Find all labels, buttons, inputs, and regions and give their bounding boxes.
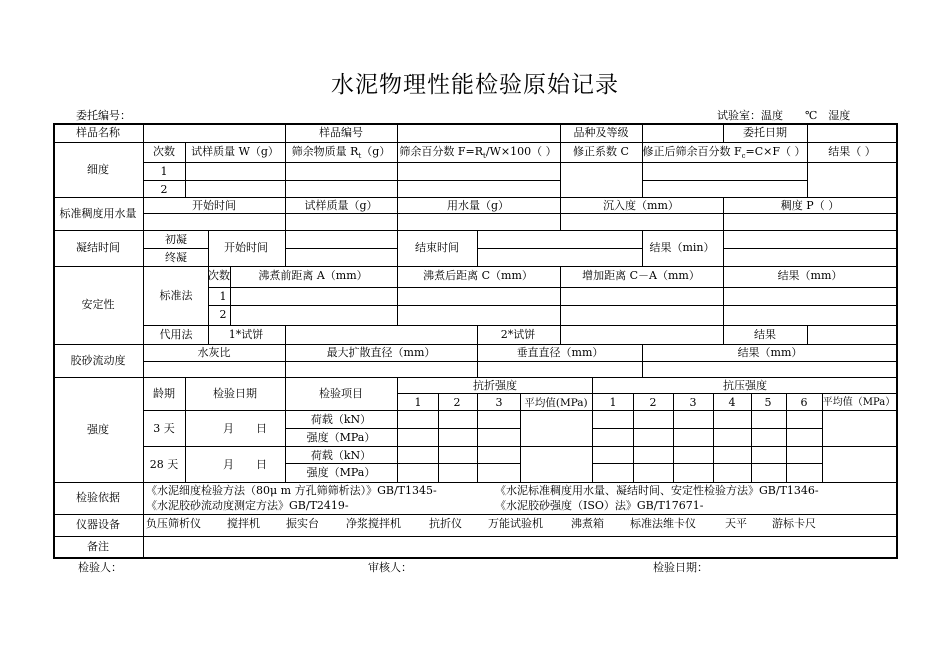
- comp-col-1: 1: [609, 396, 617, 409]
- fineness-corrected-header: 修正后筛余百分数 $F_c=C\times F$（ ）: [642, 145, 806, 161]
- standard-gb2419: 《水泥胶砂流动度测定方法》GB/T2419-: [146, 499, 349, 512]
- setting-end-header: 结束时间: [415, 241, 459, 254]
- basis-label: 检验依据: [76, 491, 120, 504]
- test-date-header: 检验日期: [213, 387, 257, 400]
- equipment-item: 振实台: [286, 517, 319, 530]
- fineness-times-header: 次数: [153, 145, 175, 158]
- alternative-method-label: 代用法: [159, 328, 193, 341]
- fineness-coef-header: 修正系数 C: [573, 145, 629, 158]
- standard-method-label: 标准法: [159, 289, 193, 302]
- setting-result-header: 结果（min）: [649, 241, 715, 254]
- comp-col-2: 2: [649, 396, 657, 409]
- soundness-row-2: 2: [219, 308, 227, 321]
- comp-col-4: 4: [728, 396, 736, 409]
- fineness-percent-header: 筛余百分数 $F=R_t/W\times 100$（ ）: [399, 145, 557, 161]
- remarks-label: 备注: [87, 540, 109, 553]
- page-title: 水泥物理性能检验原始记录: [331, 72, 619, 98]
- consistency-label: 标准稠度用水量: [59, 207, 137, 220]
- fluidity-result-header: 结果（mm）: [737, 346, 803, 359]
- equipment-label: 仪器设备: [76, 518, 120, 531]
- comp-col-avg: 平均值（MPa）: [822, 397, 896, 408]
- date-28d-label: 月 日: [223, 458, 267, 471]
- consistency-depth-header: 沉入度（mm）: [603, 199, 679, 212]
- standard-gb17671: 《水泥胶砂强度（ISO）法》GB/T17671-: [495, 499, 704, 512]
- soundness-ca-header: 增加距离 C－A（mm）: [582, 269, 700, 282]
- setting-time-label: 凝结时间: [76, 241, 120, 254]
- cake-2-label: 2*试饼: [500, 328, 536, 341]
- strength-label: 强度: [87, 423, 109, 436]
- soundness-c-header: 沸煮后距离 C（mm）: [423, 269, 533, 282]
- fineness-row-1: 1: [160, 165, 168, 178]
- fineness-result-header: 结果（ ）: [828, 145, 876, 158]
- fluidity-label: 胶砂流动度: [70, 354, 126, 367]
- inspector-label: 检验人：: [78, 561, 122, 574]
- soundness-a-header: 沸煮前距离 A（mm）: [258, 269, 368, 282]
- sample-name-label: 样品名称: [76, 126, 120, 139]
- test-item-header: 检验项目: [319, 387, 363, 400]
- fineness-residue-header: 筛余物质量 $R_t(g)$: [291, 145, 391, 161]
- compressive-strength-header: 抗压强度: [723, 379, 767, 392]
- flex-col-avg: 平均值(MPa): [524, 397, 588, 409]
- date-3d-label: 月 日: [223, 422, 267, 435]
- load-3d-label: 荷载（kN）: [310, 413, 372, 426]
- final-setting-label: 终凝: [165, 251, 187, 264]
- comp-col-5: 5: [764, 396, 772, 409]
- equipment-item: 天平: [725, 517, 747, 530]
- soundness-times-header: 次数: [208, 269, 230, 282]
- perp-diameter-header: 垂直直径（mm）: [516, 346, 604, 359]
- equipment-item: 万能试验机: [488, 517, 543, 530]
- cake-1-label: 1*试饼: [228, 328, 264, 341]
- comp-col-6: 6: [800, 396, 808, 409]
- sample-no-label: 样品编号: [319, 126, 363, 139]
- strength-3d-label: 强度（MPa）: [306, 431, 376, 444]
- equipment-item: 搅拌机: [227, 517, 260, 530]
- alt-result-label: 结果: [754, 328, 776, 341]
- consistency-mass-header: 试样质量（g）: [304, 199, 378, 212]
- strength-28d-label: 强度（MPa）: [306, 466, 376, 479]
- equipment-item: 净浆搅拌机: [346, 517, 401, 530]
- inspection-date-label: 检验日期：: [653, 561, 708, 574]
- equipment-item: 沸煮箱: [571, 517, 604, 530]
- initial-setting-label: 初凝: [165, 233, 187, 246]
- setting-start-header: 开始时间: [224, 241, 268, 254]
- age-28d-label: 28 天: [149, 458, 179, 471]
- standard-gb1346: 《水泥标准稠度用水量、凝结时间、安定性检验方法》GB/T1346-: [495, 484, 819, 497]
- client-no-label: 委托编号：: [76, 109, 131, 122]
- fineness-row-2: 2: [160, 183, 168, 196]
- max-diameter-header: 最大扩散直径（mm）: [326, 346, 436, 359]
- soundness-result-header: 结果（mm）: [777, 269, 843, 282]
- entrust-date-label: 委托日期: [743, 126, 787, 139]
- standard-gb1345: 《水泥细度检验方法（80μ m 方孔筛筛析法）》GB/T1345-: [146, 484, 437, 497]
- flexural-strength-header: 抗折强度: [473, 379, 517, 392]
- lab-conditions-label: 试验室：温度 ℃ 湿度: [717, 109, 851, 122]
- soundness-row-1: 1: [219, 290, 227, 303]
- fineness-mass-header: 试样质量 W（g）: [191, 145, 279, 158]
- reviewer-label: 审核人：: [368, 561, 412, 574]
- wc-ratio-header: 水灰比: [197, 346, 231, 359]
- consistency-water-header: 用水量（g）: [446, 199, 510, 212]
- comp-col-3: 3: [689, 396, 697, 409]
- grade-label: 品种及等级: [573, 126, 629, 139]
- load-28d-label: 荷载（kN）: [310, 449, 372, 462]
- equipment-item: 负压筛析仪: [146, 517, 201, 530]
- consistency-p-header: 稠度 P（ ）: [780, 199, 840, 212]
- flex-col-1: 1: [414, 396, 422, 409]
- flex-col-3: 3: [495, 396, 503, 409]
- equipment-item: 抗折仪: [429, 517, 462, 530]
- equipment-item: 标准法维卡仪: [630, 517, 696, 530]
- flex-col-2: 2: [453, 396, 461, 409]
- age-header: 龄期: [153, 387, 175, 400]
- equipment-item: 游标卡尺: [772, 517, 816, 530]
- fineness-label: 细度: [87, 163, 109, 176]
- soundness-label: 安定性: [81, 298, 115, 311]
- age-3d-label: 3 天: [153, 422, 175, 435]
- consistency-start-header: 开始时间: [192, 199, 236, 212]
